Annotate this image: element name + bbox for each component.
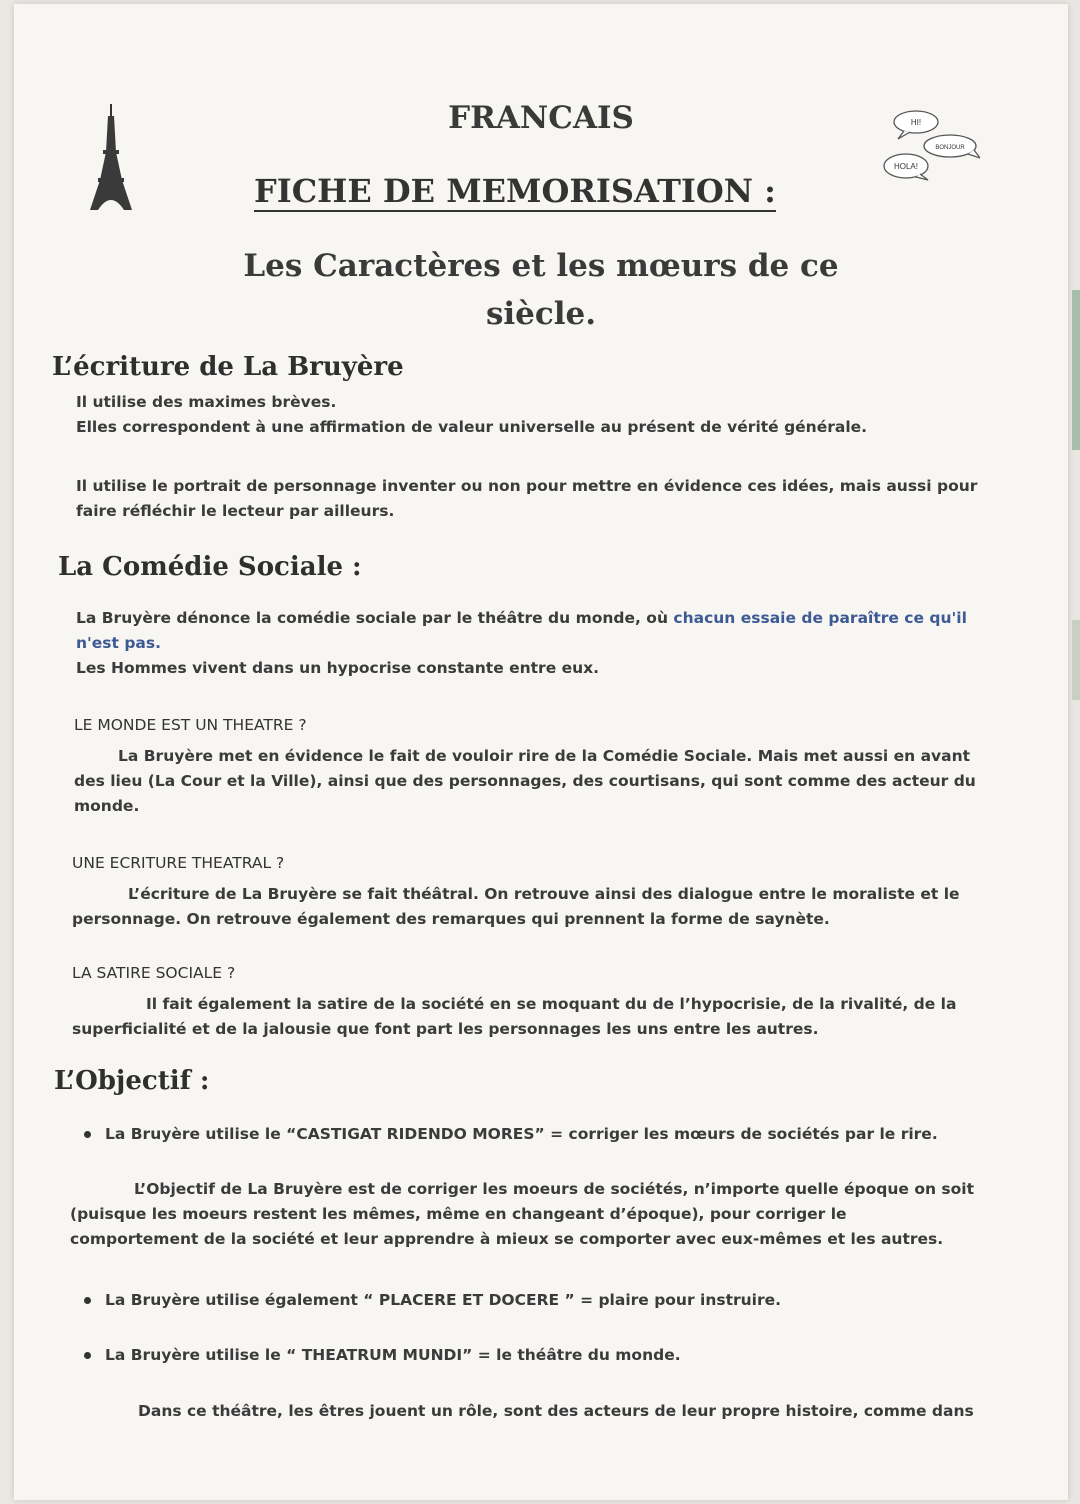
comedie-p1-line2: Les Hommes vivent dans un hypocrise constante entre eux. — [76, 659, 600, 677]
question-ecriture-theatral: UNE ECRITURE THEATRAL ? — [72, 854, 285, 872]
heading-objectif: L’Objectif : — [54, 1066, 210, 1096]
bubble-bonjour-text: BONJOUR — [935, 145, 965, 151]
ecriture-line-1: Il utilise des maximes brèves. — [76, 393, 337, 411]
subject-title: FRANCAIS — [448, 100, 634, 136]
book-title — [134, 242, 948, 338]
bullet-theatrum — [84, 1343, 984, 1368]
ecriture-line-2: Elles correspondent à une affirmation de valeur universelle au présent de vérité générale. — [76, 418, 868, 436]
bullet-icon — [84, 1131, 91, 1138]
answer-satire-sociale: Il fait également la satire de la société en se moquant du de l’hypocrisie, de la rivalité, de la superficialité et de la jalousie que font part les personnages les uns entre les autres. — [72, 995, 957, 1038]
book-title-line2: siècle. — [485, 296, 597, 332]
question-satire-sociale: LA SATIRE SOCIALE ? — [72, 964, 236, 982]
heading-comedie: La Comédie Sociale : — [58, 552, 362, 582]
objectif-paragraph: L’Objectif de La Bruyère est de corriger les moeurs de sociétés, n’importe quelle époque on soit (puisque les moeurs restent les mêmes, même en changeant d’époque), pour corriger le comportement de la société et leur apprendre à mieux se comporter avec eux-mêmes et les autres. — [70, 1180, 975, 1248]
bubble-hola-text: HOLA! — [893, 162, 919, 171]
bullet-theatrum-text: La Bruyère utilise le “ THEATRUM MUNDI” = le théâtre du monde. — [105, 1346, 681, 1364]
comedie-p1-start: La Bruyère dénonce la comédie sociale par le théâtre du monde, où — [76, 609, 674, 627]
bullet-placere-text: La Bruyère utilise également “ PLACERE ET DOCERE ” = plaire pour instruire. — [105, 1291, 782, 1309]
bubble-hi-text: HI! — [910, 118, 922, 127]
answer-monde-theatre: La Bruyère met en évidence le fait de vouloir rire de la Comédie Sociale. Mais met aussi en avant des lieu (La Cour et la Ville), ainsi que des personnages, des courtisans, qui sont comme des acteur du monde. — [74, 747, 976, 815]
question-monde-theatre: LE MONDE EST UN THEATRE ? — [74, 716, 307, 734]
sheet-title: FICHE DE MEMORISATION : — [254, 172, 776, 210]
heading-ecriture: L’écriture de La Bruyère — [52, 352, 404, 382]
document-page — [14, 4, 1068, 1500]
answer-ecriture-theatral: L’écriture de La Bruyère se fait théâtral. On retrouve ainsi des dialogue entre le moraliste et le personnage. On retrouve également des remarques qui prennent la forme de saynète. — [72, 885, 960, 928]
book-title-line1: Les Caractères et les mœurs de ce — [243, 248, 839, 284]
bullet-castigat — [84, 1122, 984, 1147]
ecriture-paragraph-1 — [76, 390, 976, 440]
bullet-icon — [84, 1352, 91, 1359]
bullet-icon — [84, 1297, 91, 1304]
comedie-paragraph-1 — [76, 606, 978, 681]
theatre-paragraph: Dans ce théâtre, les êtres jouent un rôle, sont des acteurs de leur propre histoire, comme dans — [138, 1402, 974, 1420]
comedie-p1-highlight: chacun essaie de paraître ce qu'il n'est pas. — [76, 609, 967, 652]
ecriture-paragraph-2: Il utilise le portrait de personnage inventer ou non pour mettre en évidence ces idées, mais aussi pour faire réfléchir le lecteur par ailleurs. — [76, 477, 978, 520]
bullet-placere — [84, 1288, 984, 1313]
background-edge — [1072, 620, 1080, 700]
bullet-castigat-text: La Bruyère utilise le “CASTIGAT RIDENDO MORES” = corriger les mœurs de sociétés par le rire. — [105, 1125, 938, 1143]
background-edge — [1072, 290, 1080, 450]
